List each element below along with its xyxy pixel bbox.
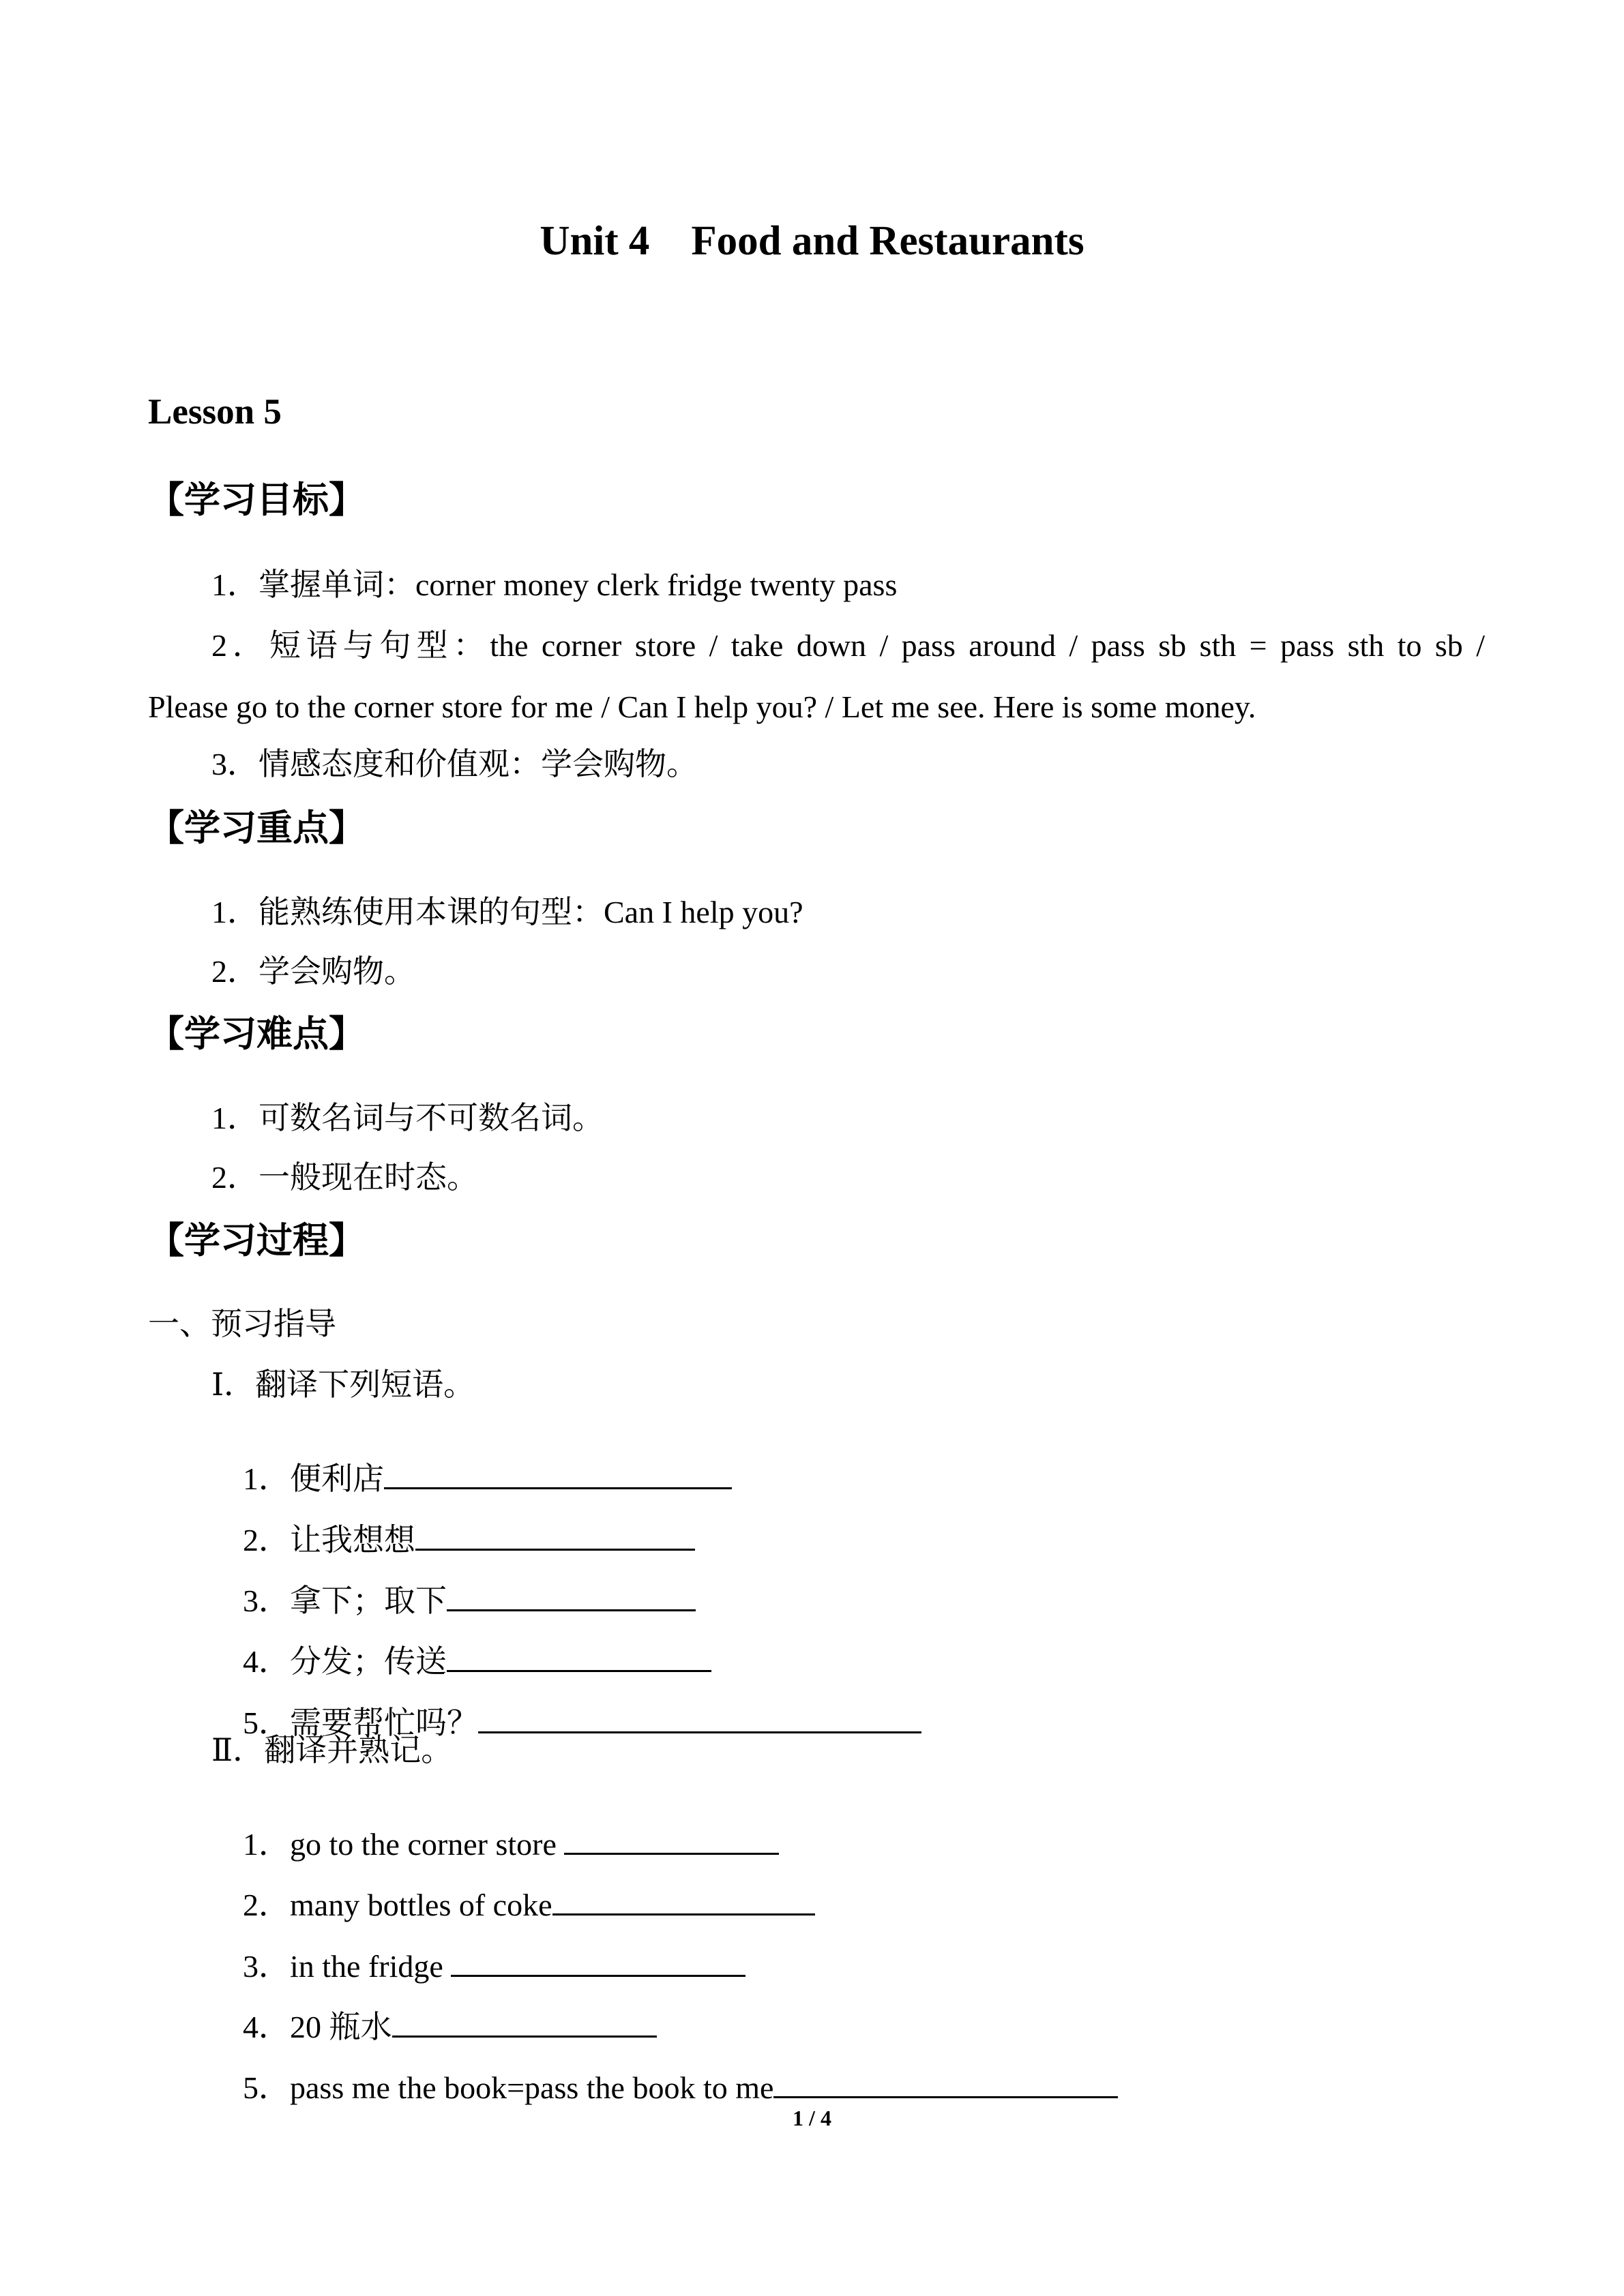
difficulty-item-1: 1．可数名词与不可数名词。 (211, 1101, 604, 1135)
key-point-item-2: 2．学会购物。 (211, 954, 415, 989)
lesson-heading: Lesson 5 (148, 392, 282, 432)
objective-item-1: 1．掌握单词：corner money clerk fridge twenty pass (211, 567, 898, 602)
page-number: 1 / 4 (793, 2106, 831, 2130)
exercise-prompt: 3．拿下；取下 (243, 1583, 447, 1618)
part-2-title: Ⅱ．翻译并熟记。 (211, 1733, 453, 1768)
exercise-prompt: 4．20 瓶水 (243, 2010, 392, 2044)
process-heading: 【学习过程】 (148, 1221, 365, 1261)
answer-blank[interactable] (447, 1644, 711, 1672)
part-1-title: Ⅰ．翻译下列短语。 (211, 1367, 475, 1402)
answer-blank[interactable] (773, 2070, 1118, 2098)
exercise-prompt: 3．in the fridge (243, 1949, 452, 1984)
answer-blank[interactable] (384, 1461, 732, 1489)
difficulty-item-2: 2．一般现在时态。 (211, 1160, 478, 1195)
difficulties-heading: 【学习难点】 (148, 1015, 365, 1054)
objective-item-2: 2．短语与句型：the corner store / take down / pass around / pass sb sth = pass sth to sb / (211, 628, 1485, 663)
answer-blank[interactable] (415, 1523, 695, 1551)
exercise-prompt: 2．many bottles of coke (243, 1888, 552, 1922)
exercise-prompt: 1．go to the corner store (243, 1827, 565, 1862)
exercise-prompt: 2．让我想想 (243, 1523, 415, 1557)
objective-item-2-continued: Please go to the corner store for me / Can I help you? / Let me see. Here is some money. (148, 689, 1256, 724)
key-point-item-1: 1．能熟练使用本课的句型：Can I help you? (211, 895, 803, 929)
answer-blank[interactable] (478, 1705, 921, 1733)
exercise-prompt: 4．分发；传送 (243, 1644, 447, 1679)
answer-blank[interactable] (564, 1827, 779, 1855)
answer-blank[interactable] (451, 1949, 745, 1977)
exercise-prompt: 5．pass me the book=pass the book to me (243, 2070, 774, 2105)
objective-item-3: 3．情感态度和价值观：学会购物。 (211, 747, 698, 781)
key-points-heading: 【学习重点】 (148, 809, 365, 848)
preview-guide-title: 一、预习指导 (148, 1307, 336, 1341)
answer-blank[interactable] (447, 1583, 696, 1611)
page-title: Unit 4 Food and Restaurants (540, 218, 1084, 264)
objectives-heading: 【学习目标】 (148, 481, 365, 520)
exercise-prompt: 1．便利店 (243, 1461, 384, 1496)
answer-blank[interactable] (392, 2010, 657, 2038)
answer-blank[interactable] (552, 1888, 815, 1915)
exercise-prompt: 5．需要帮忙吗？ (243, 1705, 478, 1740)
